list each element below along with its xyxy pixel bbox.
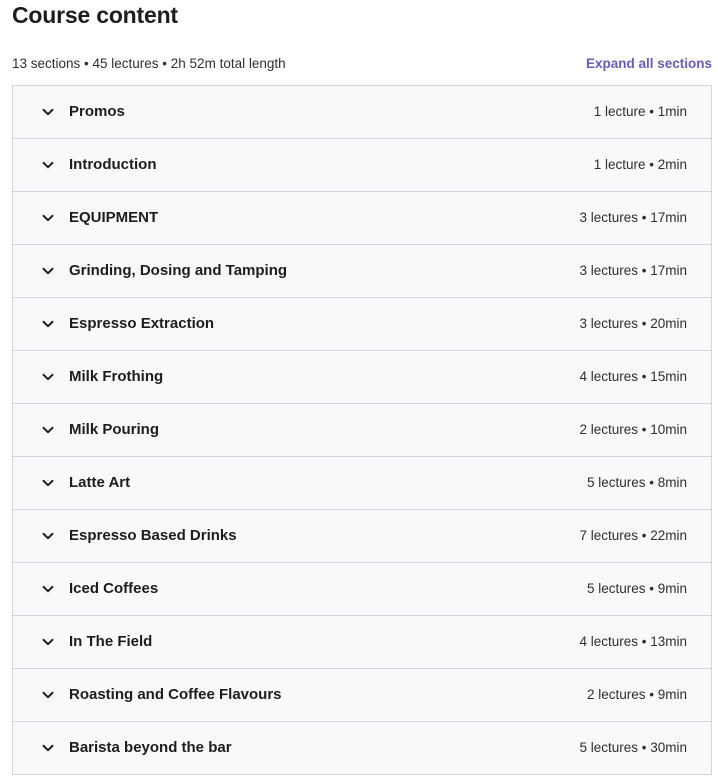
chevron-down-icon (41, 741, 55, 755)
course-summary: 13 sections • 45 lectures • 2h 52m total length (12, 56, 286, 71)
chevron-down-icon (41, 158, 55, 172)
section-header-11[interactable] (13, 669, 711, 722)
section-header-1[interactable] (13, 139, 711, 192)
chevron-down-icon (41, 635, 55, 649)
chevron-down-icon (41, 476, 55, 490)
section-header-7[interactable] (13, 457, 711, 510)
section-header-2[interactable] (13, 192, 711, 245)
chevron-down-icon (41, 105, 55, 119)
section-title: Espresso Based Drinks (69, 527, 237, 544)
section-header-5[interactable] (13, 351, 711, 404)
section-title: Latte Art (69, 474, 131, 491)
section-meta: 1 lecture • 2min (593, 157, 687, 172)
chevron-down-icon (41, 688, 55, 702)
expand-all-sections-button[interactable]: Expand all sections (585, 56, 712, 71)
section-title: Milk Pouring (69, 421, 159, 438)
section-title: Espresso Extraction (69, 315, 215, 332)
chevron-down-icon (41, 211, 55, 225)
section-meta: 3 lectures • 20min (579, 316, 687, 331)
section-meta: 5 lectures • 8min (586, 475, 687, 490)
section-header-0[interactable] (13, 86, 711, 139)
section-meta: 4 lectures • 13min (579, 634, 687, 649)
section-meta: 3 lectures • 17min (579, 263, 687, 278)
section-meta: 1 lecture • 1min (593, 104, 687, 119)
section-meta: 5 lectures • 30min (579, 740, 687, 755)
section-header-9[interactable] (13, 563, 711, 616)
section-title: EQUIPMENT (69, 209, 159, 226)
section-meta: 3 lectures • 17min (579, 210, 687, 225)
section-meta: 4 lectures • 15min (579, 369, 687, 384)
section-header-3[interactable] (13, 245, 711, 298)
section-title: Milk Frothing (69, 368, 164, 385)
section-meta: 2 lectures • 10min (579, 422, 687, 437)
summary-row (12, 54, 712, 74)
page-title: Course content (12, 2, 178, 28)
chevron-down-icon (41, 582, 55, 596)
section-list (12, 85, 712, 775)
section-title: Promos (69, 103, 125, 120)
section-title: Roasting and Coffee Flavours (69, 686, 282, 703)
chevron-down-icon (41, 370, 55, 384)
section-title: Iced Coffees (69, 580, 159, 597)
chevron-down-icon (41, 264, 55, 278)
section-meta: 7 lectures • 22min (579, 528, 687, 543)
section-title: Grinding, Dosing and Tamping (69, 262, 288, 279)
chevron-down-icon (41, 317, 55, 331)
chevron-down-icon (41, 423, 55, 437)
section-header-12[interactable] (13, 722, 711, 775)
chevron-down-icon (41, 529, 55, 543)
section-header-8[interactable] (13, 510, 711, 563)
section-title: Introduction (69, 156, 157, 173)
section-title: In The Field (69, 633, 153, 650)
section-title: Barista beyond the bar (69, 739, 232, 756)
section-meta: 2 lectures • 9min (586, 687, 687, 702)
section-header-10[interactable] (13, 616, 711, 669)
section-meta: 5 lectures • 9min (586, 581, 687, 596)
section-header-4[interactable] (13, 298, 711, 351)
section-header-6[interactable] (13, 404, 711, 457)
